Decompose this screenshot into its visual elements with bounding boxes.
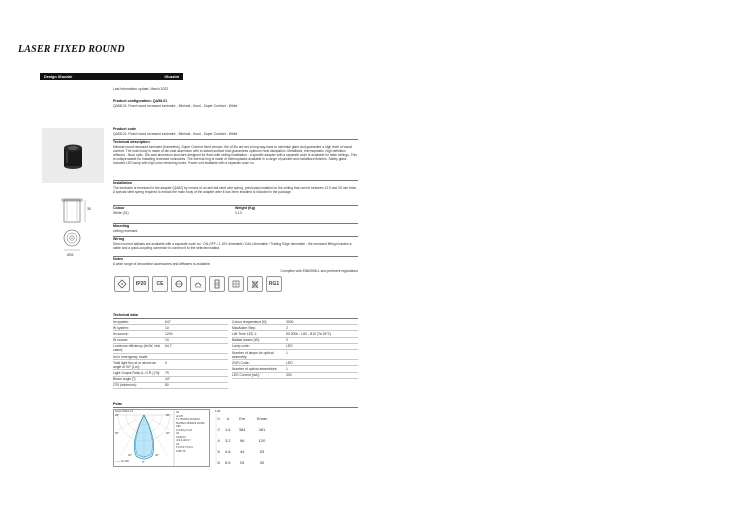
polar-note: LOR=79	[176, 449, 186, 453]
mounting-text: ceiling recessed	[113, 229, 138, 233]
spec-value: 64.7	[165, 343, 228, 353]
divider	[113, 180, 358, 181]
table-row	[232, 349, 358, 359]
polar-note: a=176	[176, 414, 184, 418]
polar-angle-label: 30°	[128, 454, 132, 457]
polar-panel	[113, 409, 210, 467]
spec-label: CRI (minimum):	[113, 382, 165, 388]
wiring-heading: Wiring	[113, 237, 125, 241]
spec-value: 10	[165, 337, 228, 343]
svg-text:III: III	[120, 282, 124, 287]
polar-notes	[176, 411, 210, 453]
polar-angle-label: 90°	[166, 414, 170, 417]
lux-cell: 4.8	[224, 449, 231, 454]
spec-label: MacAdam Step:	[232, 325, 286, 331]
table-row	[113, 360, 228, 370]
product-configuration-heading: Product configuration: QA58.01	[113, 99, 168, 103]
polar-angle-label: 60°	[166, 432, 170, 435]
spec-value: 0	[286, 337, 358, 343]
class-iii-icon	[114, 276, 130, 292]
lux-column-header: h	[217, 416, 220, 421]
lux-cell: 96	[239, 438, 245, 443]
lux-cell: 1.6	[224, 427, 231, 432]
spec-value: 300	[286, 372, 358, 378]
spec-value: 3000	[286, 319, 358, 325]
lux-cell: 25	[239, 460, 245, 465]
driver-icon	[190, 276, 206, 292]
lux-heading: Lux	[215, 409, 221, 413]
lux-cell: 384	[238, 427, 246, 432]
ukca-icon	[228, 276, 244, 292]
brand-bar	[40, 73, 183, 80]
divider	[113, 236, 358, 237]
lux-cell: 6.5	[224, 460, 231, 465]
spec-label: Lamp code:	[232, 343, 286, 349]
table-row	[216, 435, 274, 446]
spec-label: lm in emergency mode:	[113, 353, 165, 359]
lux-cell: 30	[259, 460, 265, 465]
technical-description-text: Minimal round recessed luminaire (frameless), Super Comfort fixed version: the LEDs are set a long way back to minimise glare and guarantee a high level of visual comfort. The main body is made of die-cast aluminium with a radiant surface that guarantees optimum heat dissipation. Metallised, thermoplastic, high definition reflector - flood optic. Die-cast aluminium structure designed for flush with ceiling installation - a specific adapter with a separate code is available for false ceilings. This is indispensable for installing recessed luminaires. The internal ring is made of thermoplastic available in a range of painted and metallised finishes. Safety glass included LED lamp with high color rendering index. Power unit available with a separate code no.	[113, 145, 357, 166]
colour-value: White (01)	[113, 211, 129, 215]
notes-text: A wide range of decorative accessories and diffusers is available.	[113, 262, 211, 266]
led-module-icon	[171, 276, 187, 292]
polar-heading: Polar	[113, 402, 122, 406]
lux-table	[216, 413, 274, 468]
spec-value: LED	[286, 343, 358, 349]
polar-note: d=0.9,d2=0.7	[176, 439, 191, 442]
polar-angle-label: 30°	[155, 454, 159, 457]
lux-cell: 2	[217, 427, 220, 432]
weight-label: Weight (Kg)	[235, 206, 256, 210]
table-row	[113, 343, 228, 353]
polar-note: T1 D=2,T1=0.5	[176, 446, 193, 449]
spec-value: 44°	[165, 376, 228, 382]
spec-label: lm system:	[113, 319, 165, 325]
spec-label: Total light flux at or above an angle of 90° [Lm]:	[113, 360, 165, 370]
polar-legend-c0: —— C0-180	[115, 460, 129, 463]
divider	[113, 256, 358, 257]
technical-data-right-table	[232, 319, 358, 379]
table-row	[113, 382, 228, 388]
table-row	[216, 424, 274, 435]
installation-text: The luminaire is recessed in the adapter (QA82) by means of an anti-fall steel wire spring, previously installed on the ceiling that can be between 12.5 and 25 mm thick. A special steel spring required to extract the main body of the adapter after it has been installed is included in the package.	[113, 186, 357, 195]
polar-note: x=0.58,y=0.22	[176, 428, 192, 432]
polar-angle-label: 90°	[115, 414, 119, 417]
spec-value: LED	[286, 360, 358, 366]
page-title: LASER FIXED ROUND	[18, 44, 125, 55]
polar-note: C0	[176, 432, 180, 435]
last-update: Last information update: March 2022	[113, 87, 169, 91]
dimension-diameter: Ø33	[67, 253, 74, 257]
spec-value: 10	[165, 325, 228, 331]
product-code-text: QA58.01: Fixed round recessed luminaire - Minimal - flood - Super Comfort - White	[113, 132, 238, 136]
dimension-height: 35	[87, 207, 91, 211]
spec-label: ZVEI Code:	[232, 360, 286, 366]
spec-value: 0	[165, 360, 228, 370]
lux-cell: 120	[258, 438, 266, 443]
weight-value: 0.13	[235, 211, 242, 215]
ip20-icon: IP20	[133, 276, 149, 292]
divider	[113, 223, 358, 224]
brand-designer: Design iGuzzini	[44, 74, 73, 79]
lux-cell: 481	[258, 427, 266, 432]
notes-heading: Notes	[113, 257, 123, 261]
spec-label: Beam angle [°]:	[113, 376, 165, 382]
table-row	[232, 372, 358, 378]
colour-label: Colour	[113, 206, 125, 210]
installation-heading: Installation	[113, 181, 132, 185]
lux-cell: 6	[217, 449, 220, 454]
divider	[113, 407, 358, 408]
divider	[113, 139, 358, 140]
spec-value: 1	[286, 366, 358, 372]
mounting-heading: Mounting	[113, 224, 130, 228]
compliance-text: Complies with EN60598-1 and pertinent regulations	[280, 269, 358, 273]
ce-icon: CE	[152, 276, 168, 292]
spec-value: 1	[286, 349, 358, 359]
lux-cell: 3.2	[224, 438, 231, 443]
product-configuration-text: QA58.01: Fixed round recessed luminaire - Minimal - flood - Super Comfort - White	[113, 104, 238, 108]
spec-label: Number of optical assemblies:	[232, 366, 286, 372]
lux-cell: 44	[239, 449, 245, 454]
spec-label: W source:	[113, 337, 165, 343]
product-code-heading: Product code	[113, 127, 136, 131]
technical-data-left-table	[113, 319, 228, 389]
polar-note: T1 75/200/2 60/200/3 50/200/4 45/200/5 40/200	[176, 418, 205, 425]
spec-label: Life Time LED 1:	[232, 331, 286, 337]
spec-label: Colour temperature [K]:	[232, 319, 286, 325]
spec-value: 647	[165, 319, 228, 325]
risk-group-icon: RG1	[266, 276, 282, 292]
spec-label: Ballast losses [W]:	[232, 337, 286, 343]
technical-description-heading: Technical description	[113, 140, 150, 144]
lux-column-header: d	[226, 416, 229, 421]
lux-column-header: Emax	[256, 416, 268, 421]
dimension-drawing	[58, 196, 98, 262]
wiring-text: Direct current ballasts are available with a separate code no.: ON-OFF / 1-10V dimmable / DALI dimmable / Trailing Edge dimmable - the recessed fitting includes a cable and a quick-coupling connector to connect it to the selected ballast.	[113, 242, 352, 251]
polar-note: C0	[176, 442, 180, 446]
weee-icon	[247, 276, 263, 292]
polar-angle-label: 0°	[142, 461, 145, 464]
spec-value: 50.000h - L80 - B10 (Ta 25°C)	[286, 331, 358, 337]
brand-name: iGuzzini	[164, 74, 179, 79]
lux-cell: 53	[259, 449, 265, 454]
spec-label: Number of lamps for optical assembly:	[232, 349, 286, 359]
lux-cell: 4	[217, 438, 220, 443]
table-row	[216, 457, 274, 468]
spec-label: W system:	[113, 325, 165, 331]
polar-angle-label: 60°	[115, 432, 119, 435]
spec-label: lm source:	[113, 331, 165, 337]
energy-icon	[209, 276, 225, 292]
technical-data-heading: Technical data	[113, 313, 138, 317]
spec-label: Light Output Ratio (L.O.R.) [%]:	[113, 370, 165, 376]
spec-value: 2	[286, 325, 358, 331]
spec-label: LED Current [mA]:	[232, 372, 286, 378]
spec-value: 80	[165, 382, 228, 388]
polar-imax: Imax=1024 cd	[115, 409, 133, 413]
luminaire-image	[42, 128, 104, 183]
spec-value: 79	[165, 370, 228, 376]
polar-note: C0	[176, 411, 180, 414]
lux-column-header: Em	[239, 416, 246, 421]
polar-note: UGR=10	[176, 435, 186, 439]
polar-note: C90	[176, 425, 181, 428]
lux-cell: 8	[217, 460, 220, 465]
product-photo	[42, 128, 104, 183]
spec-value: 1200	[165, 331, 228, 337]
table-row	[216, 446, 274, 457]
spec-label: Luminous efficiency (lm/W, real value):	[113, 343, 165, 353]
